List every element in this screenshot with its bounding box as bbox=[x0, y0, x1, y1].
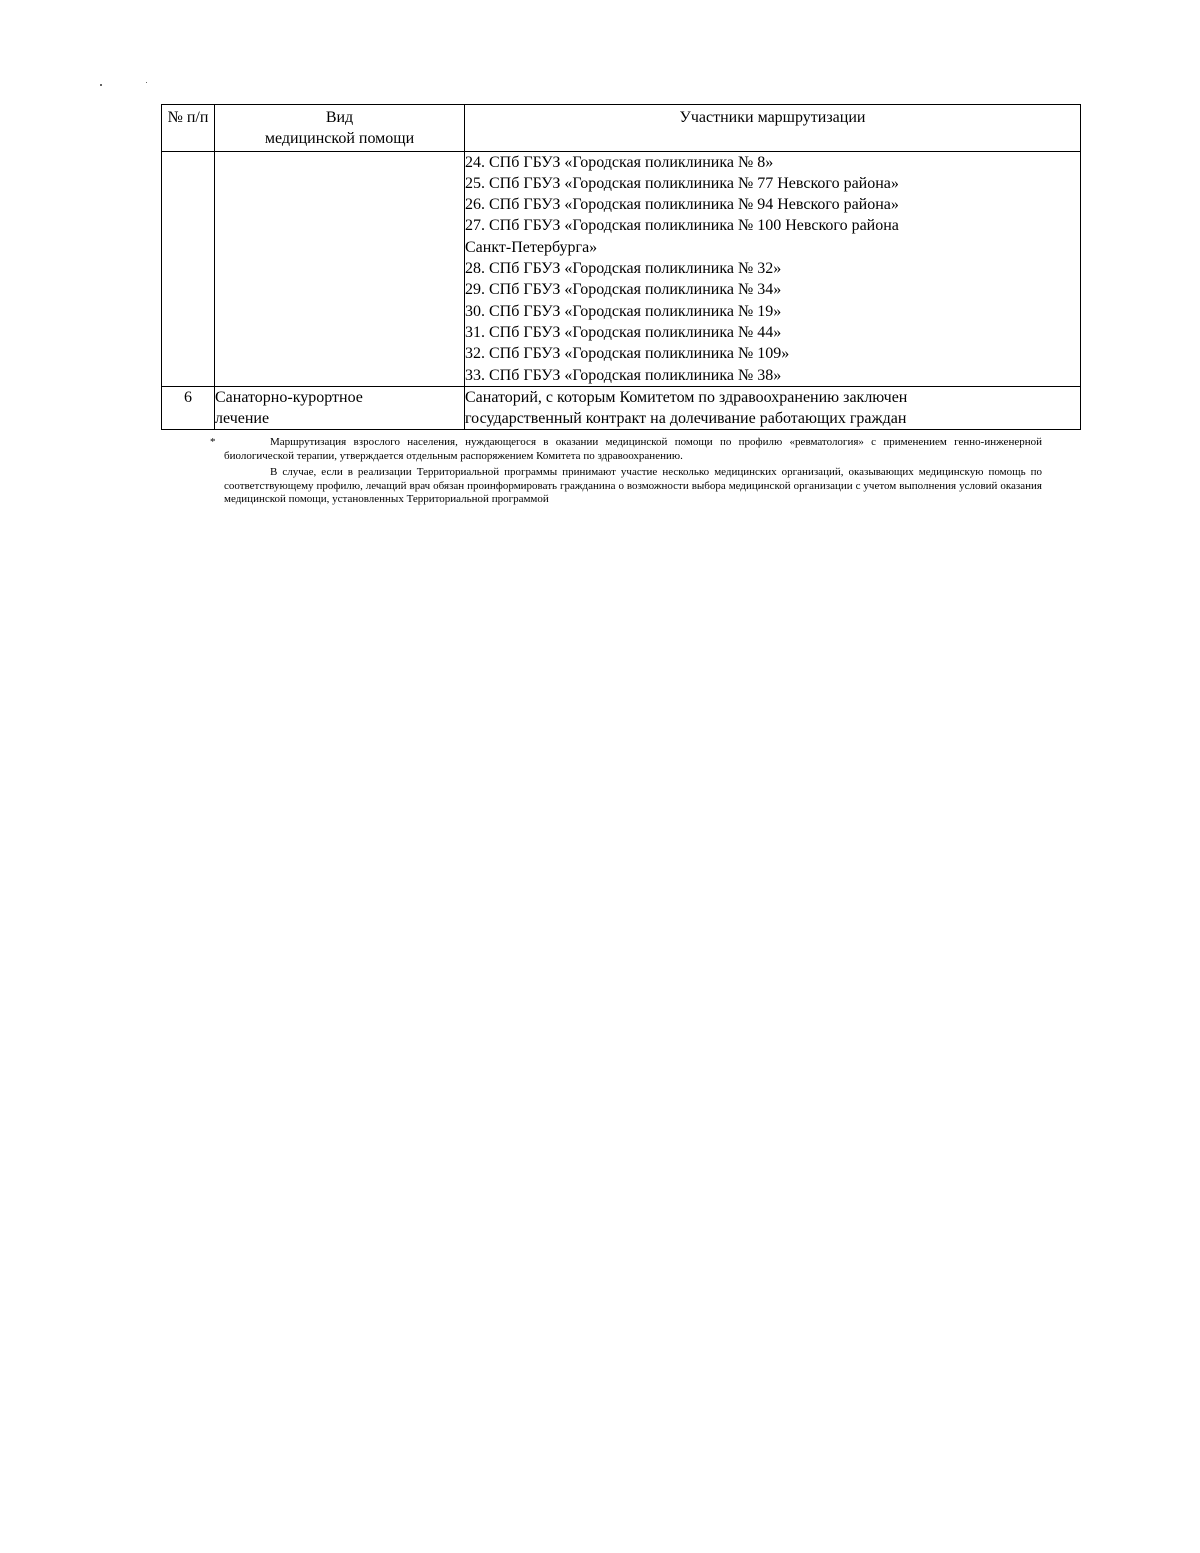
table-row-continued bbox=[162, 151, 1081, 386]
routing-table bbox=[161, 104, 1081, 430]
header-number: № п/п bbox=[162, 105, 215, 152]
scan-speck bbox=[146, 82, 147, 83]
footnote-marker: * bbox=[210, 436, 216, 448]
cell-row-number: 6 bbox=[162, 386, 215, 430]
participant-item: 25. СПб ГБУЗ «Городская поликлиника № 77 Невского района» bbox=[465, 174, 899, 192]
participant-item: 29. СПб ГБУЗ «Городская поликлиника № 34» bbox=[465, 281, 782, 299]
sanatorium-line1: Санаторий, с которым Комитетом по здравоохранению заключен bbox=[465, 388, 908, 406]
care-type-line1: Санаторно-курортное bbox=[215, 388, 363, 406]
participant-item: 27. СПб ГБУЗ «Городская поликлиника № 100 Невского района bbox=[465, 217, 899, 235]
footnote-rheumatology: Маршрутизация взрослого населения, нуждающегося в оказании медицинской помощи по профилю «ревматология» с применением генно-инженерной биологической терапии, утверждается отдельным распоряжением Комитета по здравоохранению. bbox=[224, 436, 1042, 462]
cell-participants-list bbox=[465, 151, 1081, 386]
cell-sanatorium-participants bbox=[465, 386, 1081, 430]
header-care-type bbox=[215, 105, 465, 152]
footnotes bbox=[200, 436, 1042, 507]
participant-item-continuation: Санкт-Петербурга» bbox=[465, 238, 598, 256]
participant-item: 28. СПб ГБУЗ «Городская поликлиника № 32» bbox=[465, 260, 782, 278]
participant-item: 31. СПб ГБУЗ «Городская поликлиника № 44» bbox=[465, 323, 782, 341]
cell-number-empty bbox=[162, 151, 215, 386]
header-care-type-line1: Вид bbox=[325, 109, 354, 126]
cell-care-type bbox=[215, 386, 465, 430]
cell-type-empty bbox=[215, 151, 465, 386]
participant-item: 30. СПб ГБУЗ «Городская поликлиника № 19» bbox=[465, 302, 782, 320]
footnote-choice-of-organization: В случае, если в реализации Территориальной программы принимают участие несколько медицинских организаций, оказывающих медицинскую помощь по соответствующему профилю, лечащий врач обязан проинформировать гражданина о возможности выбора медицинской организации с учетом выполнения условий оказания медицинской помощи, установленных Территориальной программой bbox=[224, 466, 1042, 506]
header-participants: Участники маршрутизации bbox=[465, 105, 1081, 152]
participant-item: 32. СПб ГБУЗ «Городская поликлиника № 109» bbox=[465, 345, 790, 363]
sanatorium-line2: государственный контракт на долечивание работающих граждан bbox=[465, 410, 907, 428]
scan-speck bbox=[100, 84, 102, 86]
header-care-type-line2: медицинской помощи bbox=[264, 130, 415, 148]
participant-item: 24. СПб ГБУЗ «Городская поликлиника № 8» bbox=[465, 153, 774, 171]
scan-specks bbox=[100, 84, 160, 88]
table-row-6 bbox=[162, 386, 1081, 430]
care-type-line2: лечение bbox=[215, 410, 270, 428]
table-header-row bbox=[162, 105, 1081, 152]
participant-item: 26. СПб ГБУЗ «Городская поликлиника № 94 Невского района» bbox=[465, 196, 899, 214]
participant-item: 33. СПб ГБУЗ «Городская поликлиника № 38» bbox=[465, 366, 782, 384]
